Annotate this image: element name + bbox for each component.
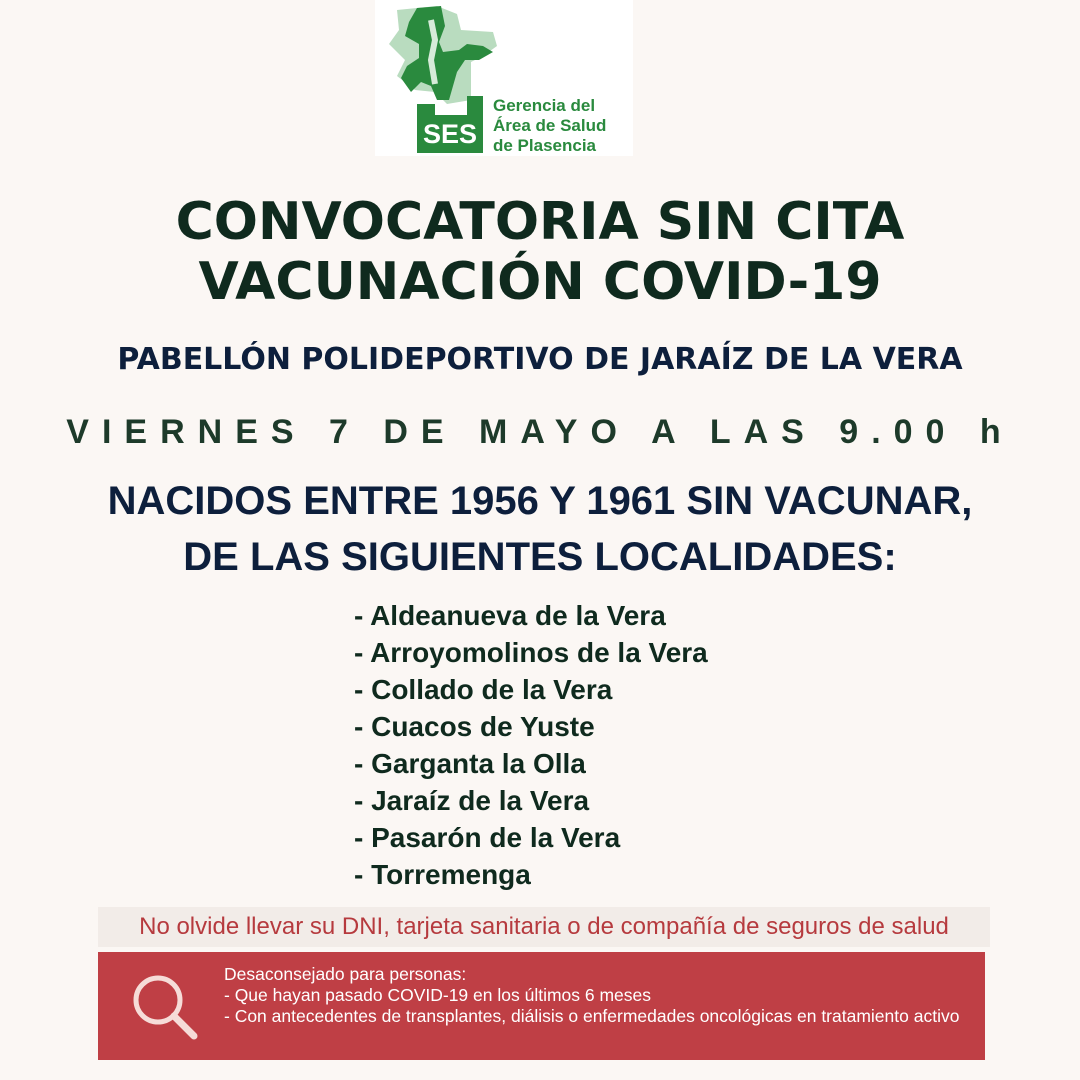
reminder-text: No olvide llevar su DNI, tarjeta sanitaria o de compañía de seguros de salud <box>139 913 949 940</box>
warning-line: - Que hayan pasado COVID-19 en los últimos 6 meses <box>224 985 652 1005</box>
logo-caption <box>493 96 606 156</box>
warning-text <box>224 964 964 1027</box>
logo-line: Gerencia del <box>493 96 596 115</box>
logo-line: de Plasencia <box>493 136 597 155</box>
venue-heading: PABELLÓN POLIDEPORTIVO DE JARAÍZ DE LA VERA <box>117 342 963 377</box>
search-icon <box>128 970 200 1042</box>
eligibility-line-2: DE LAS SIGUIENTES LOCALIDADES: <box>183 535 897 579</box>
warning-line: - Con antecedentes de transplantes, diálisis o enfermedades oncológicas en tratamiento activo <box>224 1006 960 1026</box>
towns-list <box>354 597 708 893</box>
list-item: - Pasarón de la Vera <box>354 822 621 853</box>
list-item: - Cuacos de Yuste <box>354 711 595 742</box>
list-item: - Arroyomolinos de la Vera <box>354 637 708 668</box>
list-item: - Torremenga <box>354 859 531 890</box>
main-title-line-2: VACUNACIÓN COVID-19 <box>198 252 882 312</box>
main-title-line-1: CONVOCATORIA SIN CITA <box>175 192 905 252</box>
warning-panel <box>98 952 985 1060</box>
warning-line: Desaconsejado para personas: <box>224 964 467 984</box>
ses-acronym: SES <box>422 119 478 149</box>
reminder-banner <box>98 907 990 947</box>
list-item: - Aldeanueva de la Vera <box>354 600 666 631</box>
list-item: - Garganta la Olla <box>354 748 586 779</box>
list-item: - Jaraíz de la Vera <box>354 785 590 816</box>
logo-line: Área de Salud <box>493 116 607 135</box>
list-item: - Collado de la Vera <box>354 674 613 705</box>
date-time: VIERNES 7 DE MAYO A LAS 9.00 h <box>66 413 1014 451</box>
eligibility-line-1: NACIDOS ENTRE 1956 Y 1961 SIN VACUNAR, <box>107 479 973 523</box>
ses-logo <box>375 0 633 156</box>
